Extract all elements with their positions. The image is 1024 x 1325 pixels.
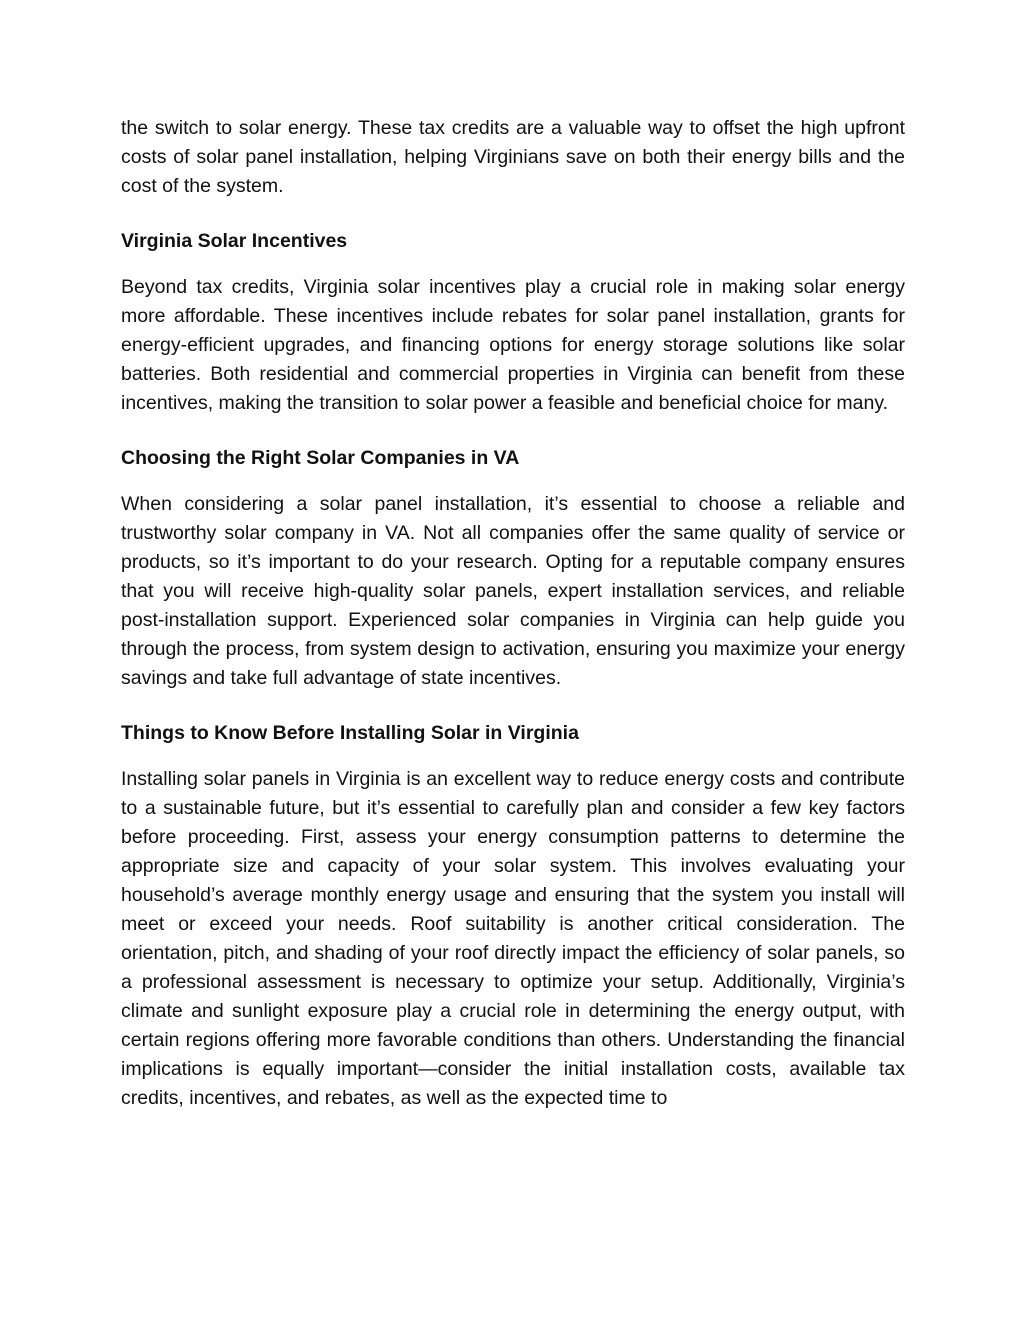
section-heading-things-to-know: Things to Know Before Installing Solar in Virginia (121, 722, 579, 744)
intro-paragraph: the switch to solar energy. These tax credits are a valuable way to offset the high upfront costs of solar panel installation, helping Virginians save on both their energy bills and the cost of the system. (121, 117, 905, 197)
document-page (121, 114, 905, 1113)
section-heading-virginia-solar-incentives: Virginia Solar Incentives (121, 230, 348, 252)
section-paragraph-things-to-know: Installing solar panels in Virginia is an excellent way to reduce energy costs and contribute to a sustainable future, but it’s essential to carefully plan and consider a few key factors before proceeding. First, assess your energy consumption patterns to determine the appropriate size and capacity of your solar system. This involves evaluating your household’s average monthly energy usage and ensuring that the system you install will meet or exceed your needs. Roof suitability is another critical consideration. The orientation, pitch, and shading of your roof directly impact the efficiency of solar panels, so a professional assessment is necessary to optimize your setup. Additionally, Virginia’s climate and sunlight exposure play a crucial role in determining the energy output, with certain regions offering more favorable conditions than others. Understanding the financial implications is equally important—consider the initial installation costs, available tax credits, incentives, and rebates, as well as the expected time to (121, 768, 905, 1109)
section-paragraph-virginia-solar-incentives: Beyond tax credits, Virginia solar incentives play a crucial role in making solar energy more affordable. These incentives include rebates for solar panel installation, grants for energy-efficient upgrades, and financing options for energy storage solutions like solar batteries. Both residential and commercial properties in Virginia can benefit from these incentives, making the transition to solar power a feasible and beneficial choice for many. (121, 276, 905, 414)
section-paragraph-choosing-solar-companies: When considering a solar panel installation, it’s essential to choose a reliable and trustworthy solar company in VA. Not all companies offer the same quality of service or products, so it’s important to do your research. Opting for a reputable company ensures that you will receive high-quality solar panels, expert installation services, and reliable post-installation support. Experienced solar companies in Virginia can help guide you through the process, from system design to activation, ensuring you maximize your energy savings and take full advantage of state incentives. (121, 493, 905, 689)
section-heading-choosing-solar-companies: Choosing the Right Solar Companies in VA (121, 447, 520, 469)
